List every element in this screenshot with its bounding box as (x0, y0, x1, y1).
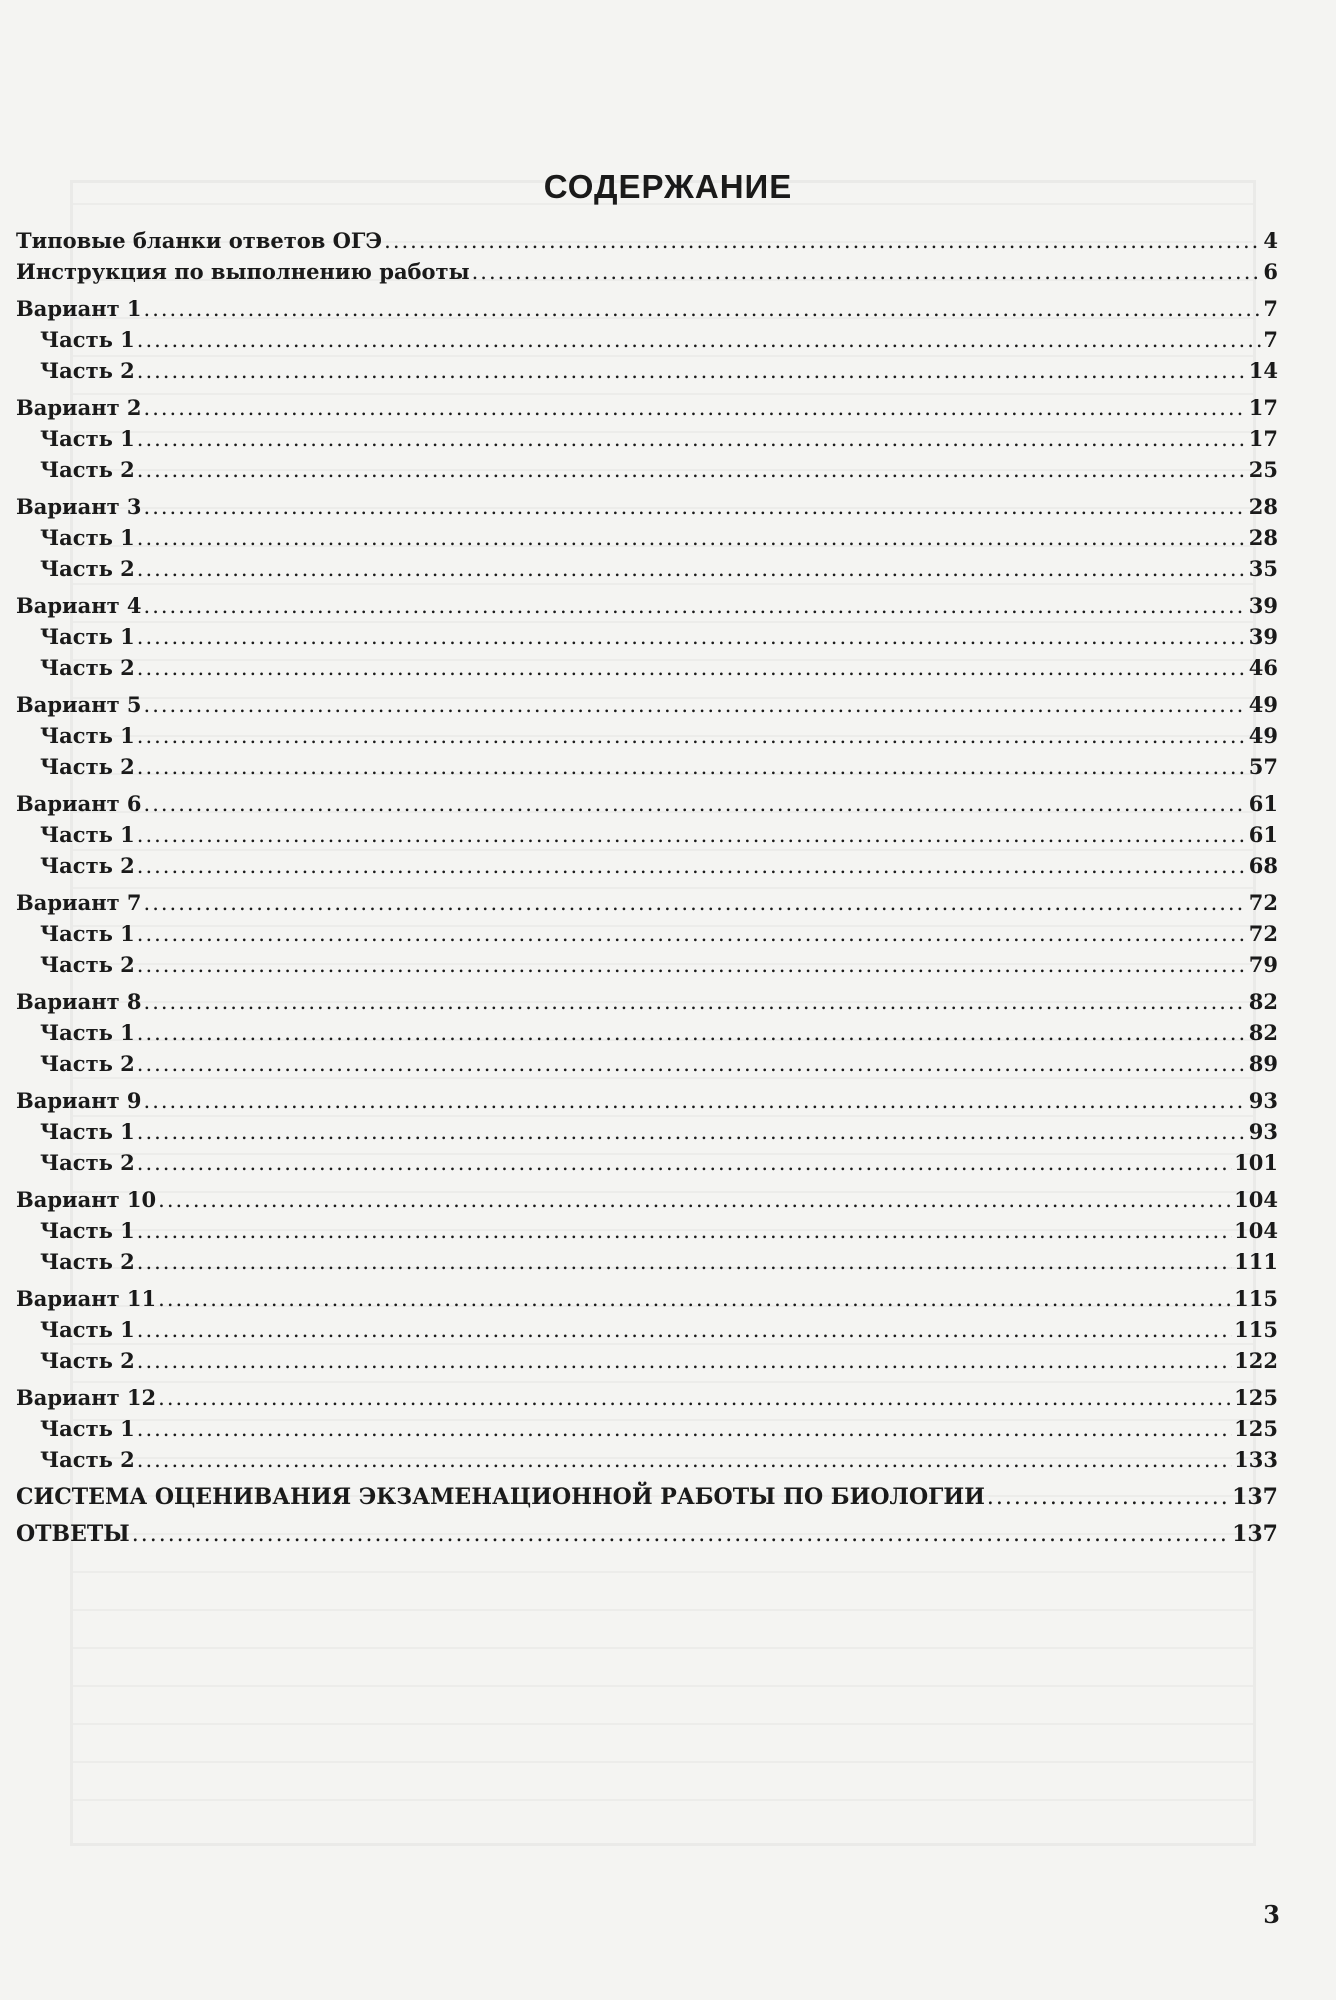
toc-entry-page: 101 (1234, 1150, 1278, 1175)
toc-entry[interactable] (16, 1051, 1278, 1082)
dot-leader (137, 1021, 1247, 1045)
toc-entry[interactable] (16, 754, 1278, 785)
dot-leader (137, 526, 1247, 550)
toc-entry-page: 7 (1263, 296, 1278, 321)
toc-entry[interactable] (16, 1119, 1278, 1150)
dot-leader (137, 625, 1247, 649)
dot-leader (137, 1349, 1232, 1373)
toc-entry-page: 17 (1248, 395, 1278, 420)
toc-entry-page: 125 (1234, 1385, 1278, 1410)
toc-entry-label: Часть 2 (40, 556, 135, 581)
dot-leader (137, 724, 1247, 748)
toc-entry[interactable] (16, 525, 1278, 556)
toc-entry-page: 82 (1248, 1020, 1278, 1045)
toc-entry[interactable] (16, 1249, 1278, 1280)
dot-leader (137, 656, 1247, 680)
toc-entry[interactable] (16, 593, 1278, 624)
toc-entry-page: 68 (1248, 853, 1278, 878)
toc-entry-page: 61 (1248, 822, 1278, 847)
dot-leader (137, 1120, 1247, 1144)
toc-entry[interactable] (16, 1150, 1278, 1181)
toc-entry-label: Часть 2 (40, 853, 135, 878)
dot-leader (137, 557, 1247, 581)
toc-entry[interactable] (16, 624, 1278, 655)
toc-entry[interactable] (16, 1088, 1278, 1119)
toc-entry[interactable] (16, 890, 1278, 921)
toc-entry[interactable] (16, 1286, 1278, 1317)
toc-entry[interactable] (16, 921, 1278, 952)
dot-leader (158, 1386, 1232, 1410)
toc-entry-label: Вариант 3 (16, 494, 142, 519)
toc-entry-page: 72 (1248, 921, 1278, 946)
toc-entry[interactable] (16, 259, 1278, 290)
toc-entry-page: 125 (1234, 1416, 1278, 1441)
toc-entry-page: 61 (1248, 791, 1278, 816)
toc-entry-label: СИСТЕМА ОЦЕНИВАНИЯ ЭКЗАМЕНАЦИОННОЙ РАБОТЫ ПО БИОЛОГИИ (16, 1484, 985, 1510)
toc-entry-label: Вариант 6 (16, 791, 142, 816)
toc-entry-label: Вариант 10 (16, 1187, 157, 1212)
toc-entry[interactable] (16, 494, 1278, 525)
dot-leader (137, 854, 1247, 878)
dot-leader (144, 495, 1247, 519)
dot-leader (144, 594, 1247, 618)
toc-entry-page: 93 (1248, 1088, 1278, 1113)
toc-entry-label: Часть 1 (40, 1218, 135, 1243)
toc-entry[interactable] (16, 655, 1278, 686)
bleed-line (73, 1647, 1253, 1649)
toc-entry-page: 17 (1248, 426, 1278, 451)
dot-leader (384, 229, 1261, 253)
dot-leader (137, 1417, 1232, 1441)
toc-entry[interactable] (16, 426, 1278, 457)
bleed-line (73, 1571, 1253, 1573)
toc-entry-page: 137 (1232, 1521, 1278, 1547)
toc-entry-page: 104 (1234, 1218, 1278, 1243)
toc-entry-page: 7 (1263, 327, 1278, 352)
toc-entry-page: 57 (1248, 754, 1278, 779)
toc-entry-label: Часть 2 (40, 952, 135, 977)
toc-entry[interactable] (16, 358, 1278, 389)
dot-leader (144, 396, 1247, 420)
toc-entry-label: Часть 1 (40, 921, 135, 946)
dot-leader (472, 260, 1262, 284)
toc-entry-page: 4 (1263, 228, 1278, 253)
toc-entry-page: 25 (1248, 457, 1278, 482)
dot-leader (137, 1448, 1232, 1472)
toc-entry-page: 104 (1234, 1187, 1278, 1212)
toc-entry[interactable] (16, 1317, 1278, 1348)
toc-entry[interactable] (16, 723, 1278, 754)
toc-entry-page: 49 (1248, 692, 1278, 717)
bleed-line (73, 1799, 1253, 1801)
toc-entry[interactable] (16, 1521, 1278, 1552)
toc-entry[interactable] (16, 1385, 1278, 1416)
toc-entry-label: Вариант 2 (16, 395, 142, 420)
toc-entry[interactable] (16, 228, 1278, 259)
toc-entry-label: Часть 2 (40, 1150, 135, 1175)
toc-entry-page: 115 (1234, 1317, 1278, 1342)
toc-entry-label: Часть 1 (40, 1317, 135, 1342)
toc-entry-label: Часть 2 (40, 457, 135, 482)
toc-entry[interactable] (16, 395, 1278, 426)
dot-leader (137, 1318, 1232, 1342)
dot-leader (137, 755, 1247, 779)
toc-entry-label: Часть 1 (40, 624, 135, 649)
toc-entry-label: Вариант 11 (16, 1286, 157, 1311)
toc-entry[interactable] (16, 1348, 1278, 1379)
toc-entry[interactable] (16, 1218, 1278, 1249)
toc-entry-label: Часть 2 (40, 655, 135, 680)
toc-entry[interactable] (16, 952, 1278, 983)
toc-entry-label: Часть 1 (40, 1416, 135, 1441)
toc-entry-page: 82 (1248, 989, 1278, 1014)
toc-entry-label: Часть 2 (40, 358, 135, 383)
toc-entry-page: 35 (1248, 556, 1278, 581)
dot-leader (144, 990, 1247, 1014)
toc-entry[interactable] (16, 1020, 1278, 1051)
toc-entry-label: Часть 2 (40, 1249, 135, 1274)
dot-leader (144, 693, 1247, 717)
toc-entry-label: Часть 1 (40, 822, 135, 847)
toc-entry-label: Часть 1 (40, 327, 135, 352)
toc-entry-page: 79 (1248, 952, 1278, 977)
table-of-contents (16, 228, 1278, 1552)
toc-entry[interactable] (16, 1187, 1278, 1218)
dot-leader (137, 823, 1247, 847)
dot-leader (158, 1287, 1232, 1311)
dot-leader (137, 922, 1247, 946)
toc-entry[interactable] (16, 791, 1278, 822)
toc-entry-label: Инструкция по выполнению работы (16, 259, 470, 284)
bleed-line (73, 1609, 1253, 1611)
toc-entry-page: 49 (1248, 723, 1278, 748)
toc-entry-page: 28 (1248, 494, 1278, 519)
toc-entry-page: 93 (1248, 1119, 1278, 1144)
toc-entry-page: 6 (1263, 259, 1278, 284)
toc-entry-page: 39 (1248, 624, 1278, 649)
dot-leader (144, 1089, 1247, 1113)
toc-entry-label: Вариант 4 (16, 593, 142, 618)
page-number: 3 (1263, 1900, 1280, 1929)
dot-leader (132, 1522, 1230, 1547)
dot-leader (137, 1052, 1247, 1076)
dot-leader (137, 359, 1247, 383)
toc-entry-page: 115 (1234, 1286, 1278, 1311)
bleed-line (73, 1723, 1253, 1725)
toc-entry-label: Часть 1 (40, 426, 135, 451)
toc-entry-label: Типовые бланки ответов ОГЭ (16, 228, 383, 253)
toc-entry[interactable] (16, 822, 1278, 853)
toc-entry[interactable] (16, 1416, 1278, 1447)
bleed-line (73, 1761, 1253, 1763)
toc-entry[interactable] (16, 989, 1278, 1020)
toc-entry[interactable] (16, 853, 1278, 884)
toc-entry-label: Часть 1 (40, 1020, 135, 1045)
dot-leader (144, 297, 1262, 321)
toc-entry[interactable] (16, 1447, 1278, 1478)
toc-entry-page: 14 (1248, 358, 1278, 383)
toc-entry-page: 111 (1234, 1249, 1278, 1274)
toc-entry-page: 133 (1234, 1447, 1278, 1472)
dot-leader (137, 328, 1262, 352)
toc-entry-label: Часть 2 (40, 1348, 135, 1373)
toc-entry-page: 122 (1234, 1348, 1278, 1373)
toc-entry-label: Вариант 8 (16, 989, 142, 1014)
toc-entry-label: Часть 2 (40, 1051, 135, 1076)
page-title: СОДЕРЖАНИЕ (543, 168, 793, 206)
toc-entry[interactable] (16, 327, 1278, 358)
toc-entry-page: 89 (1248, 1051, 1278, 1076)
bleed-line (73, 1685, 1253, 1687)
toc-entry-label: Часть 1 (40, 723, 135, 748)
dot-leader (137, 427, 1247, 451)
toc-entry-label: Вариант 1 (16, 296, 142, 321)
toc-entry-label: Часть 1 (40, 525, 135, 550)
dot-leader (137, 1219, 1232, 1243)
toc-entry-label: Вариант 7 (16, 890, 142, 915)
dot-leader (137, 458, 1247, 482)
dot-leader (137, 1151, 1232, 1175)
dot-leader (158, 1188, 1232, 1212)
toc-entry-page: 137 (1232, 1484, 1278, 1510)
toc-entry[interactable] (16, 457, 1278, 488)
toc-entry-page: 28 (1248, 525, 1278, 550)
toc-entry-page: 46 (1248, 655, 1278, 680)
toc-entry[interactable] (16, 296, 1278, 327)
dot-leader (137, 953, 1247, 977)
toc-entry-label: ОТВЕТЫ (16, 1521, 130, 1547)
toc-entry-label: Часть 2 (40, 1447, 135, 1472)
toc-entry-label: Часть 2 (40, 754, 135, 779)
dot-leader (987, 1485, 1230, 1510)
toc-entry-label: Часть 1 (40, 1119, 135, 1144)
dot-leader (137, 1250, 1232, 1274)
toc-entry-label: Вариант 5 (16, 692, 142, 717)
toc-entry-label: Вариант 12 (16, 1385, 157, 1410)
toc-entry-page: 72 (1248, 890, 1278, 915)
toc-entry[interactable] (16, 556, 1278, 587)
dot-leader (144, 792, 1247, 816)
toc-entry[interactable] (16, 1484, 1278, 1515)
dot-leader (144, 891, 1247, 915)
toc-entry-label: Вариант 9 (16, 1088, 142, 1113)
toc-entry-page: 39 (1248, 593, 1278, 618)
toc-entry[interactable] (16, 692, 1278, 723)
